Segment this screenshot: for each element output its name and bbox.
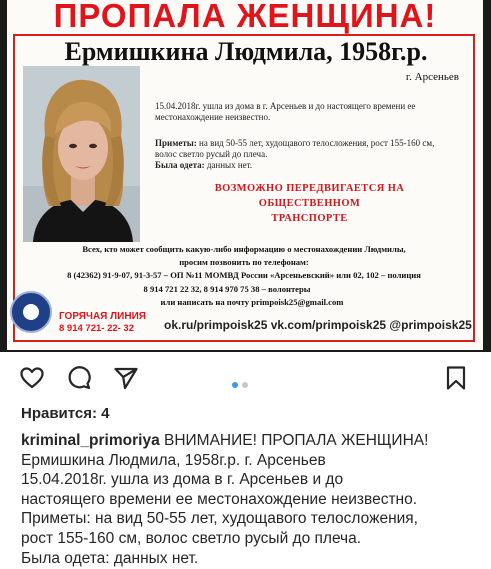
clothing-info xyxy=(155,160,252,171)
clothes-value: данных нет. xyxy=(204,160,253,170)
city-label: г. Арсеньев xyxy=(405,71,459,83)
call-line-1: Всех, кто может сообщить какую-либо информацию о местонахождении Людмилы, xyxy=(82,244,406,254)
carousel-dot-2 xyxy=(242,382,248,388)
signs-line-1 xyxy=(155,138,473,149)
carousel-indicator xyxy=(232,375,252,393)
poster-headline: ПРОПАЛА ЖЕНЩИНА! xyxy=(53,0,437,34)
clothes-label: Была одета: xyxy=(155,160,205,170)
signs-text: на вид 50-55 лет, худощавого телосложения, рост 155-160 см, xyxy=(196,138,435,148)
caption-line-1 xyxy=(21,431,481,451)
comment-button[interactable] xyxy=(66,365,92,391)
share-button[interactable] xyxy=(113,365,139,391)
carousel-dot-1 xyxy=(232,382,238,388)
call-line-2: просим позвонить по телефонам: xyxy=(179,257,309,267)
caption-line-6: рост 155-160 см, волос светло русый до плеча. xyxy=(21,529,362,547)
volunteer-phones: 8 914 721 22 32, 8 914 970 75 38 – волонтеры xyxy=(143,284,311,294)
caption-intro: ВНИМАНИЕ! ПРОПАЛА ЖЕНЩИНА! xyxy=(159,432,429,449)
story-line-1: 15.04.2018г. ушла из дома в г. Арсеньев и до настоящего времени ее xyxy=(155,101,416,111)
story-line-2: местонахождение неизвестно. xyxy=(155,112,271,122)
caption-line-7: Была одета: данных нет. xyxy=(21,549,199,567)
physical-signs xyxy=(155,138,473,160)
author-username[interactable]: kriminal_primoriya xyxy=(21,432,160,449)
caption-line-4: настоящего времени ее местонахождение неизвестно. xyxy=(21,490,418,508)
transport-warning xyxy=(167,181,452,226)
save-button[interactable] xyxy=(443,365,469,391)
search-org-logo-icon xyxy=(10,291,52,333)
caption-line-5: Приметы: на вид 50-55 лет, худощавого телосложения, xyxy=(21,510,418,528)
caption-line-3: 15.04.2018г. ушла из дома в г. Арсеньев и до xyxy=(21,471,344,489)
transport-line-1: ВОЗМОЖНО ПЕРЕДВИГАЕТСЯ НА ОБЩЕСТВЕННОМ xyxy=(214,183,405,209)
police-phones: 8 (42362) 91-9-07, 91-3-57 – ОП №11 МОМВД России «Арсеньевский» или 02, 102 – полиция xyxy=(67,270,421,280)
email-contact: или написать на почту primpoisk25@gmail.com xyxy=(160,297,344,307)
heart-icon xyxy=(19,365,45,391)
missing-person-poster xyxy=(7,0,483,350)
hotline-label: ГОРЯЧАЯ ЛИНИЯ xyxy=(59,311,146,322)
caption-line-2: Ермишкина Людмила, 1958г.р. г. Арсеньев xyxy=(21,451,326,469)
post-caption xyxy=(21,431,481,568)
bookmark-icon xyxy=(443,365,469,391)
person-photo xyxy=(23,66,140,242)
hotline-phone: 8 914 721- 22- 32 xyxy=(59,323,135,334)
social-links: ok.ru/primpoisk25 vk.com/primpoisk25 @primpoisk25 xyxy=(164,318,472,332)
transport-line-2: ТРАНСПОРТЕ xyxy=(271,213,348,224)
signs-label: Приметы: xyxy=(155,138,197,148)
comment-icon xyxy=(66,365,92,391)
paper-plane-icon xyxy=(113,365,139,391)
disappearance-story xyxy=(155,101,470,123)
like-button[interactable] xyxy=(19,365,45,391)
likes-count[interactable]: Нравится: 4 xyxy=(21,405,110,422)
signs-line-2: волос светло русый до плеча. xyxy=(155,149,268,159)
person-name: Ермишкина Людмила, 1958г.р. xyxy=(64,37,428,66)
